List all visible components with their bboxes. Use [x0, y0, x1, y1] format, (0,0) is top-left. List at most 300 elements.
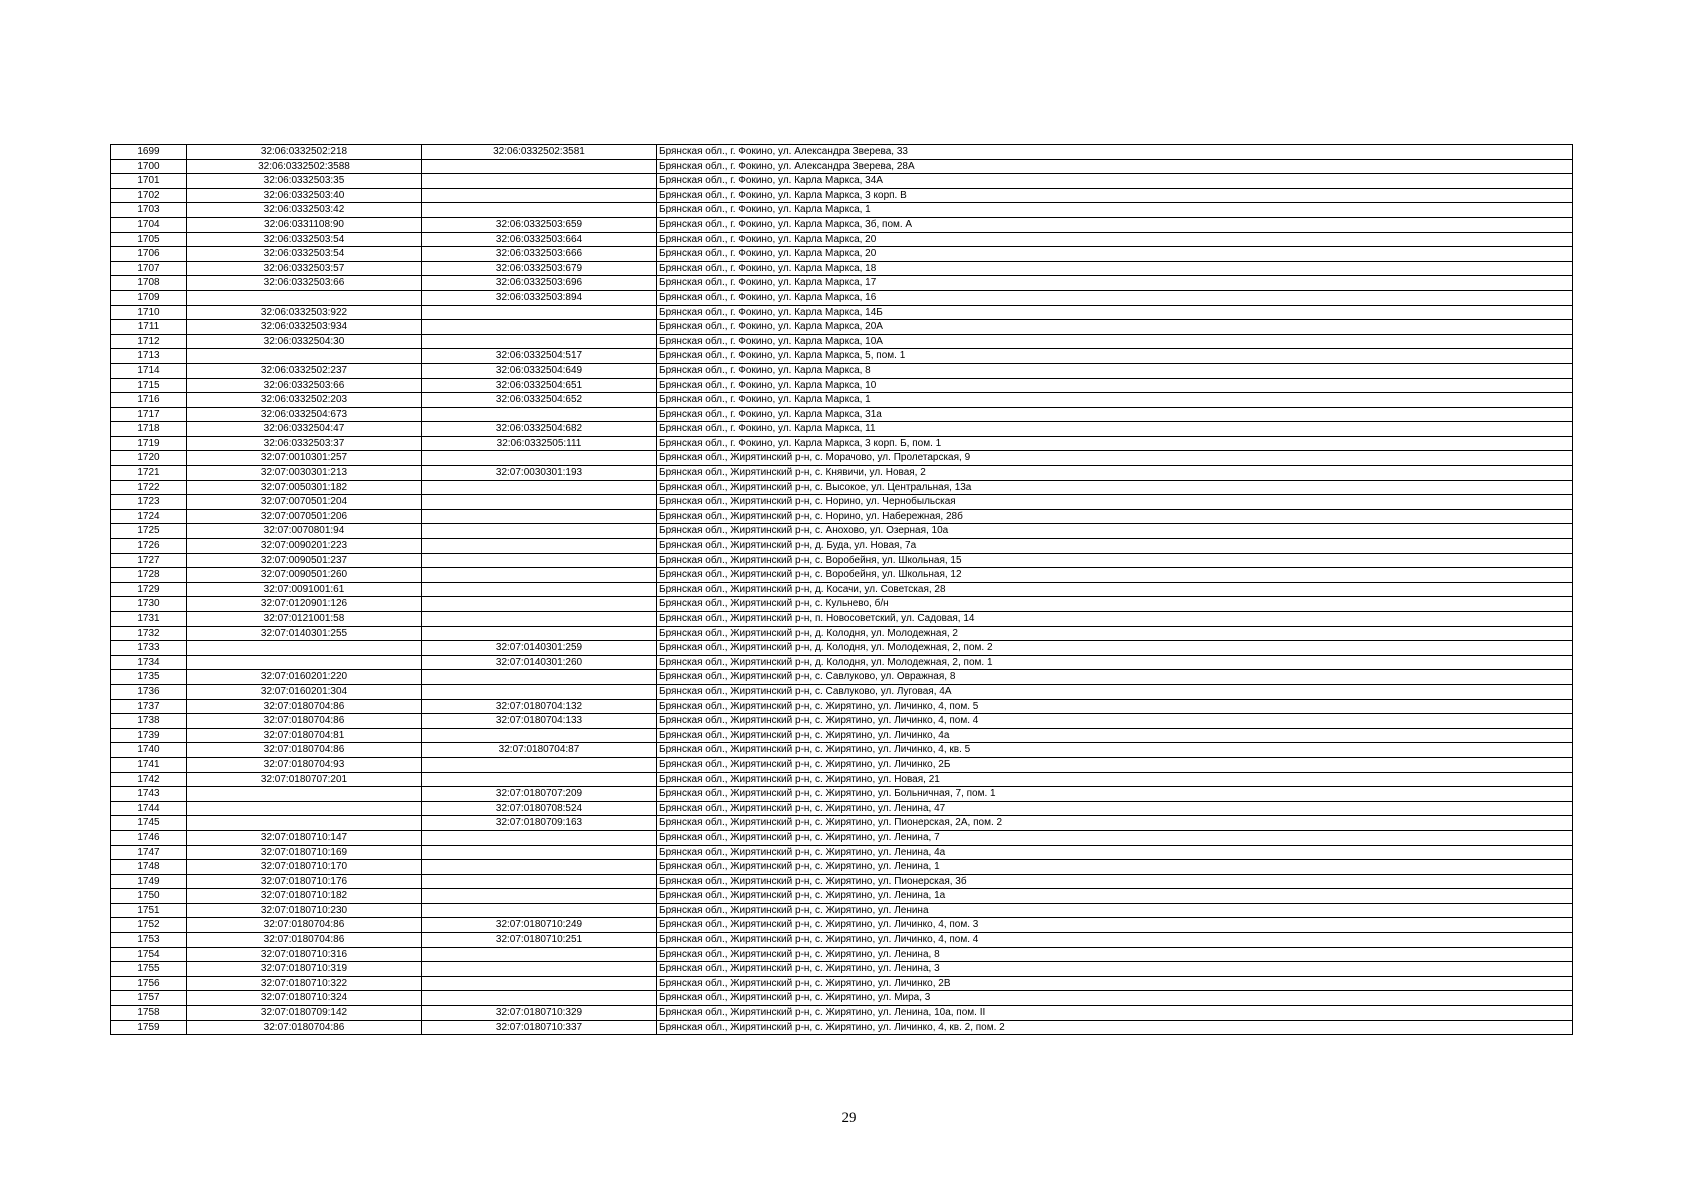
- row-number-cell: 1721: [111, 466, 187, 481]
- cadastral-number-cell: 32:06:0332502:3588: [187, 159, 422, 174]
- object-cadastral-number-cell: [422, 174, 657, 189]
- cadastral-number-cell: 32:07:0180710:182: [187, 889, 422, 904]
- cadastral-number-cell: 32:06:0332503:37: [187, 436, 422, 451]
- table-row: [111, 305, 1573, 320]
- address-cell: Брянская обл., Жирятинский р-н, д. Колодня, ул. Молодежная, 2, пом. 1: [657, 655, 1573, 670]
- row-number-cell: 1699: [111, 145, 187, 160]
- row-number-cell: 1717: [111, 407, 187, 422]
- object-cadastral-number-cell: [422, 962, 657, 977]
- object-cadastral-number-cell: 32:07:0180710:329: [422, 1006, 657, 1021]
- address-cell: Брянская обл., Жирятинский р-н, с. Жирятино, ул. Ленина, 47: [657, 801, 1573, 816]
- object-cadastral-number-cell: [422, 757, 657, 772]
- object-cadastral-number-cell: [422, 203, 657, 218]
- row-number-cell: 1753: [111, 933, 187, 948]
- cadastral-number-cell: 32:07:0140301:255: [187, 626, 422, 641]
- table-row: [111, 962, 1573, 977]
- object-cadastral-number-cell: [422, 188, 657, 203]
- row-number-cell: 1701: [111, 174, 187, 189]
- address-cell: Брянская обл., Жирятинский р-н, д. Косачи, ул. Советская, 28: [657, 582, 1573, 597]
- row-number-cell: 1739: [111, 728, 187, 743]
- cadastral-number-cell: 32:06:0332503:66: [187, 378, 422, 393]
- table-row: [111, 991, 1573, 1006]
- address-cell: Брянская обл., г. Фокино, ул. Карла Маркса, 17: [657, 276, 1573, 291]
- object-cadastral-number-cell: [422, 480, 657, 495]
- cadastral-number-cell: 32:07:0070801:94: [187, 524, 422, 539]
- cadastral-number-cell: 32:07:0180704:86: [187, 933, 422, 948]
- cadastral-number-cell: 32:06:0332502:237: [187, 363, 422, 378]
- object-cadastral-number-cell: 32:06:0332502:3581: [422, 145, 657, 160]
- cadastral-number-cell: [187, 349, 422, 364]
- cadastral-number-cell: 32:07:0180707:201: [187, 772, 422, 787]
- object-cadastral-number-cell: 32:07:0180710:249: [422, 918, 657, 933]
- cadastral-number-cell: 32:07:0180709:142: [187, 1006, 422, 1021]
- address-cell: Брянская обл., г. Фокино, ул. Карла Маркса, 16: [657, 290, 1573, 305]
- cadastral-number-cell: [187, 787, 422, 802]
- table-row: [111, 174, 1573, 189]
- cadastral-number-cell: 32:07:0180710:324: [187, 991, 422, 1006]
- object-cadastral-number-cell: [422, 524, 657, 539]
- object-cadastral-number-cell: [422, 728, 657, 743]
- row-number-cell: 1707: [111, 261, 187, 276]
- address-cell: Брянская обл., Жирятинский р-н, с. Норино, ул. Набережная, 28б: [657, 509, 1573, 524]
- object-cadastral-number-cell: [422, 451, 657, 466]
- object-cadastral-number-cell: [422, 845, 657, 860]
- table-row: [111, 247, 1573, 262]
- cadastral-number-cell: 32:07:0180710:322: [187, 976, 422, 991]
- table-row: [111, 918, 1573, 933]
- table-row: [111, 1020, 1573, 1035]
- object-cadastral-number-cell: 32:07:0180710:251: [422, 933, 657, 948]
- object-cadastral-number-cell: [422, 568, 657, 583]
- table-row: [111, 655, 1573, 670]
- cadastral-number-cell: 32:07:0090501:237: [187, 553, 422, 568]
- row-number-cell: 1724: [111, 509, 187, 524]
- row-number-cell: 1732: [111, 626, 187, 641]
- object-cadastral-number-cell: [422, 991, 657, 1006]
- table-row: [111, 261, 1573, 276]
- cadastral-number-cell: 32:06:0332504:47: [187, 422, 422, 437]
- table-row: [111, 393, 1573, 408]
- table-row: [111, 933, 1573, 948]
- object-cadastral-number-cell: [422, 582, 657, 597]
- table-row: [111, 524, 1573, 539]
- row-number-cell: 1710: [111, 305, 187, 320]
- object-cadastral-number-cell: [422, 772, 657, 787]
- cadastral-number-cell: [187, 655, 422, 670]
- row-number-cell: 1738: [111, 714, 187, 729]
- row-number-cell: 1702: [111, 188, 187, 203]
- table-row: [111, 772, 1573, 787]
- cadastral-number-cell: 32:06:0332503:57: [187, 261, 422, 276]
- address-cell: Брянская обл., г. Фокино, ул. Карла Маркса, 20: [657, 247, 1573, 262]
- address-cell: Брянская обл., Жирятинский р-н, с. Норино, ул. Чернобыльская: [657, 495, 1573, 510]
- cadastral-number-cell: 32:07:0090201:223: [187, 539, 422, 554]
- address-cell: Брянская обл., Жирятинский р-н, с. Кульнево, б/н: [657, 597, 1573, 612]
- object-cadastral-number-cell: 32:06:0332503:894: [422, 290, 657, 305]
- object-cadastral-number-cell: 32:06:0332503:696: [422, 276, 657, 291]
- object-cadastral-number-cell: 32:07:0180704:133: [422, 714, 657, 729]
- object-cadastral-number-cell: [422, 830, 657, 845]
- address-cell: Брянская обл., г. Фокино, ул. Карла Маркса, 10: [657, 378, 1573, 393]
- table-row: [111, 889, 1573, 904]
- cadastral-number-cell: 32:06:0332503:934: [187, 320, 422, 335]
- address-cell: Брянская обл., г. Фокино, ул. Карла Маркса, 10А: [657, 334, 1573, 349]
- row-number-cell: 1750: [111, 889, 187, 904]
- address-cell: Брянская обл., Жирятинский р-н, с. Жирятино, ул. Ленина, 1а: [657, 889, 1573, 904]
- cadastral-number-cell: 32:07:0030301:213: [187, 466, 422, 481]
- row-number-cell: 1714: [111, 363, 187, 378]
- table-row: [111, 539, 1573, 554]
- address-cell: Брянская обл., Жирятинский р-н, с. Жирятино, ул. Личинко, 4, пом. 5: [657, 699, 1573, 714]
- table-row: [111, 422, 1573, 437]
- page-number: 29: [841, 1110, 857, 1126]
- cadastral-number-cell: 32:07:0180710:170: [187, 860, 422, 875]
- object-cadastral-number-cell: [422, 889, 657, 904]
- cadastral-number-cell: 32:07:0070501:206: [187, 509, 422, 524]
- address-cell: Брянская обл., г. Фокино, ул. Карла Маркса, 1: [657, 203, 1573, 218]
- object-cadastral-number-cell: 32:06:0332503:679: [422, 261, 657, 276]
- table-row: [111, 1006, 1573, 1021]
- address-cell: Брянская обл., Жирятинский р-н, с. Анохово, ул. Озерная, 10а: [657, 524, 1573, 539]
- object-cadastral-number-cell: 32:07:0180709:163: [422, 816, 657, 831]
- object-cadastral-number-cell: 32:06:0332505:111: [422, 436, 657, 451]
- table-row: [111, 553, 1573, 568]
- cadastral-number-cell: 32:07:0180710:169: [187, 845, 422, 860]
- row-number-cell: 1735: [111, 670, 187, 685]
- cadastral-number-cell: 32:07:0010301:257: [187, 451, 422, 466]
- table-row: [111, 349, 1573, 364]
- object-cadastral-number-cell: 32:07:0180710:337: [422, 1020, 657, 1035]
- table-row: [111, 903, 1573, 918]
- table-row: [111, 714, 1573, 729]
- row-number-cell: 1706: [111, 247, 187, 262]
- address-cell: Брянская обл., Жирятинский р-н, с. Жирятино, ул. Ленина: [657, 903, 1573, 918]
- table-row: [111, 947, 1573, 962]
- row-number-cell: 1740: [111, 743, 187, 758]
- table-row: [111, 670, 1573, 685]
- cadastral-number-cell: 32:07:0050301:182: [187, 480, 422, 495]
- cadastral-number-cell: 32:06:0332503:66: [187, 276, 422, 291]
- cadastral-number-cell: 32:07:0121001:58: [187, 612, 422, 627]
- row-number-cell: 1745: [111, 816, 187, 831]
- cadastral-number-cell: 32:06:0332503:40: [187, 188, 422, 203]
- row-number-cell: 1713: [111, 349, 187, 364]
- cadastral-number-cell: 32:06:0332504:30: [187, 334, 422, 349]
- address-cell: Брянская обл., Жирятинский р-н, с. Савлуково, ул. Луговая, 4А: [657, 684, 1573, 699]
- address-cell: Брянская обл., Жирятинский р-н, с. Жирятино, ул. Личинко, 4, пом. 4: [657, 714, 1573, 729]
- address-cell: Брянская обл., Жирятинский р-н, с. Жирятино, ул. Личинко, 4, кв. 2, пом. 2: [657, 1020, 1573, 1035]
- address-cell: Брянская обл., Жирятинский р-н, с. Жирятино, ул. Личинко, 4, пом. 4: [657, 933, 1573, 948]
- object-cadastral-number-cell: [422, 626, 657, 641]
- table-row: [111, 451, 1573, 466]
- cadastral-number-cell: 32:07:0180710:316: [187, 947, 422, 962]
- row-number-cell: 1754: [111, 947, 187, 962]
- address-cell: Брянская обл., Жирятинский р-н, с. Жирятино, ул. Мира, 3: [657, 991, 1573, 1006]
- table-row: [111, 976, 1573, 991]
- address-cell: Брянская обл., Жирятинский р-н, д. Буда, ул. Новая, 7а: [657, 539, 1573, 554]
- address-cell: Брянская обл., Жирятинский р-н, с. Жирятино, ул. Личинко, 4, пом. 3: [657, 918, 1573, 933]
- row-number-cell: 1756: [111, 976, 187, 991]
- object-cadastral-number-cell: 32:07:0180707:209: [422, 787, 657, 802]
- cadastral-number-cell: 32:07:0160201:220: [187, 670, 422, 685]
- row-number-cell: 1712: [111, 334, 187, 349]
- address-cell: Брянская обл., г. Фокино, ул. Карла Маркса, 20А: [657, 320, 1573, 335]
- address-cell: Брянская обл., Жирятинский р-н, с. Жирятино, ул. Новая, 21: [657, 772, 1573, 787]
- cadastral-number-cell: 32:07:0180710:230: [187, 903, 422, 918]
- address-cell: Брянская обл., г. Фокино, ул. Карла Маркса, 20: [657, 232, 1573, 247]
- cadastral-number-cell: 32:07:0180704:93: [187, 757, 422, 772]
- table-row: [111, 145, 1573, 160]
- table-row: [111, 363, 1573, 378]
- table-row: [111, 276, 1573, 291]
- object-cadastral-number-cell: 32:06:0332503:659: [422, 217, 657, 232]
- address-cell: Брянская обл., г. Фокино, ул. Карла Маркса, 18: [657, 261, 1573, 276]
- row-number-cell: 1700: [111, 159, 187, 174]
- object-cadastral-number-cell: 32:06:0332503:666: [422, 247, 657, 262]
- address-cell: Брянская обл., г. Фокино, ул. Карла Маркса, 3 корп. Б, пом. 1: [657, 436, 1573, 451]
- table-row: [111, 757, 1573, 772]
- address-cell: Брянская обл., Жирятинский р-н, с. Воробейня, ул. Школьная, 15: [657, 553, 1573, 568]
- address-cell: Брянская обл., Жирятинский р-н, с. Жирятино, ул. Ленина, 4а: [657, 845, 1573, 860]
- row-number-cell: 1733: [111, 641, 187, 656]
- object-cadastral-number-cell: [422, 597, 657, 612]
- address-cell: Брянская обл., г. Фокино, ул. Карла Маркса, 34А: [657, 174, 1573, 189]
- cadastral-number-cell: 32:07:0180704:86: [187, 1020, 422, 1035]
- cadastral-number-cell: 32:07:0180704:86: [187, 743, 422, 758]
- cadastral-number-cell: 32:06:0332502:203: [187, 393, 422, 408]
- cadastral-number-cell: 32:06:0332504:673: [187, 407, 422, 422]
- address-cell: Брянская обл., г. Фокино, ул. Карла Маркса, 5, пом. 1: [657, 349, 1573, 364]
- address-cell: Брянская обл., г. Фокино, ул. Карла Маркса, 1: [657, 393, 1573, 408]
- row-number-cell: 1744: [111, 801, 187, 816]
- object-cadastral-number-cell: 32:06:0332504:517: [422, 349, 657, 364]
- cadastral-number-cell: 32:06:0332503:35: [187, 174, 422, 189]
- table-row: [111, 159, 1573, 174]
- row-number-cell: 1755: [111, 962, 187, 977]
- address-cell: Брянская обл., г. Фокино, ул. Карла Маркса, 11: [657, 422, 1573, 437]
- table-row: [111, 320, 1573, 335]
- table-row: [111, 830, 1573, 845]
- object-cadastral-number-cell: [422, 612, 657, 627]
- table-body: [111, 145, 1573, 1035]
- row-number-cell: 1725: [111, 524, 187, 539]
- table-row: [111, 699, 1573, 714]
- address-cell: Брянская обл., Жирятинский р-н, с. Жирятино, ул. Ленина, 3: [657, 962, 1573, 977]
- cadastral-number-cell: 32:07:0120901:126: [187, 597, 422, 612]
- object-cadastral-number-cell: 32:07:0140301:259: [422, 641, 657, 656]
- object-cadastral-number-cell: [422, 334, 657, 349]
- row-number-cell: 1727: [111, 553, 187, 568]
- table-row: [111, 626, 1573, 641]
- table-row: [111, 480, 1573, 495]
- table-row: [111, 860, 1573, 875]
- table-row: [111, 290, 1573, 305]
- object-cadastral-number-cell: [422, 860, 657, 875]
- object-cadastral-number-cell: [422, 305, 657, 320]
- row-number-cell: 1722: [111, 480, 187, 495]
- row-number-cell: 1734: [111, 655, 187, 670]
- address-cell: Брянская обл., Жирятинский р-н, с. Жирятино, ул. Личинко, 2В: [657, 976, 1573, 991]
- cadastral-number-cell: [187, 801, 422, 816]
- row-number-cell: 1723: [111, 495, 187, 510]
- property-register-table: [110, 144, 1573, 1035]
- cadastral-number-cell: 32:07:0180704:86: [187, 714, 422, 729]
- object-cadastral-number-cell: 32:06:0332504:651: [422, 378, 657, 393]
- object-cadastral-number-cell: [422, 874, 657, 889]
- address-cell: Брянская обл., Жирятинский р-н, с. Княвичи, ул. Новая, 2: [657, 466, 1573, 481]
- address-cell: Брянская обл., г. Фокино, ул. Александра Зверева, 33: [657, 145, 1573, 160]
- address-cell: Брянская обл., Жирятинский р-н, д. Колодня, ул. Молодежная, 2: [657, 626, 1573, 641]
- cadastral-number-cell: 32:07:0090501:260: [187, 568, 422, 583]
- address-cell: Брянская обл., г. Фокино, ул. Карла Маркса, 8: [657, 363, 1573, 378]
- address-cell: Брянская обл., г. Фокино, ул. Карла Маркса, 3б, пом. А: [657, 217, 1573, 232]
- cadastral-number-cell: 32:06:0332503:42: [187, 203, 422, 218]
- table-row: [111, 582, 1573, 597]
- object-cadastral-number-cell: 32:06:0332504:649: [422, 363, 657, 378]
- table-row: [111, 684, 1573, 699]
- row-number-cell: 1726: [111, 539, 187, 554]
- row-number-cell: 1708: [111, 276, 187, 291]
- cadastral-number-cell: [187, 641, 422, 656]
- object-cadastral-number-cell: [422, 903, 657, 918]
- row-number-cell: 1749: [111, 874, 187, 889]
- object-cadastral-number-cell: 32:06:0332504:652: [422, 393, 657, 408]
- table-row: [111, 203, 1573, 218]
- address-cell: Брянская обл., Жирятинский р-н, с. Высокое, ул. Центральная, 13а: [657, 480, 1573, 495]
- row-number-cell: 1718: [111, 422, 187, 437]
- address-cell: Брянская обл., Жирятинский р-н, с. Жирятино, ул. Ленина, 1: [657, 860, 1573, 875]
- address-cell: Брянская обл., г. Фокино, ул. Карла Маркса, 31а: [657, 407, 1573, 422]
- table-row: [111, 436, 1573, 451]
- row-number-cell: 1720: [111, 451, 187, 466]
- row-number-cell: 1716: [111, 393, 187, 408]
- row-number-cell: 1703: [111, 203, 187, 218]
- table-row: [111, 874, 1573, 889]
- row-number-cell: 1758: [111, 1006, 187, 1021]
- row-number-cell: 1752: [111, 918, 187, 933]
- object-cadastral-number-cell: 32:06:0332503:664: [422, 232, 657, 247]
- row-number-cell: 1743: [111, 787, 187, 802]
- address-cell: Брянская обл., Жирятинский р-н, с. Воробейня, ул. Школьная, 12: [657, 568, 1573, 583]
- cadastral-number-cell: 32:06:0332503:54: [187, 247, 422, 262]
- object-cadastral-number-cell: [422, 684, 657, 699]
- address-cell: Брянская обл., Жирятинский р-н, с. Жирятино, ул. Больничная, 7, пом. 1: [657, 787, 1573, 802]
- row-number-cell: 1719: [111, 436, 187, 451]
- table-row: [111, 188, 1573, 203]
- row-number-cell: 1704: [111, 217, 187, 232]
- cadastral-number-cell: 32:06:0332503:54: [187, 232, 422, 247]
- cadastral-number-cell: 32:07:0180710:319: [187, 962, 422, 977]
- cadastral-number-cell: 32:06:0332503:922: [187, 305, 422, 320]
- object-cadastral-number-cell: [422, 159, 657, 174]
- table-row: [111, 466, 1573, 481]
- object-cadastral-number-cell: [422, 976, 657, 991]
- row-number-cell: 1759: [111, 1020, 187, 1035]
- address-cell: Брянская обл., Жирятинский р-н, п. Новосоветский, ул. Садовая, 14: [657, 612, 1573, 627]
- object-cadastral-number-cell: [422, 553, 657, 568]
- address-cell: Брянская обл., г. Фокино, ул. Карла Маркса, 3 корп. В: [657, 188, 1573, 203]
- row-number-cell: 1757: [111, 991, 187, 1006]
- object-cadastral-number-cell: 32:07:0030301:193: [422, 466, 657, 481]
- row-number-cell: 1705: [111, 232, 187, 247]
- cadastral-number-cell: 32:06:0332502:218: [187, 145, 422, 160]
- row-number-cell: 1741: [111, 757, 187, 772]
- row-number-cell: 1737: [111, 699, 187, 714]
- cadastral-number-cell: 32:07:0160201:304: [187, 684, 422, 699]
- cadastral-number-cell: 32:07:0180704:86: [187, 699, 422, 714]
- object-cadastral-number-cell: [422, 670, 657, 685]
- table-row: [111, 509, 1573, 524]
- address-cell: Брянская обл., Жирятинский р-н, с. Жирятино, ул. Пионерская, 2А, пом. 2: [657, 816, 1573, 831]
- row-number-cell: 1709: [111, 290, 187, 305]
- table-row: [111, 728, 1573, 743]
- cadastral-number-cell: 32:07:0180710:176: [187, 874, 422, 889]
- address-cell: Брянская обл., Жирятинский р-н, с. Жирятино, ул. Личинко, 4а: [657, 728, 1573, 743]
- cadastral-number-cell: 32:07:0180704:81: [187, 728, 422, 743]
- table-row: [111, 845, 1573, 860]
- cadastral-number-cell: [187, 290, 422, 305]
- address-cell: Брянская обл., г. Фокино, ул. Александра Зверева, 28А: [657, 159, 1573, 174]
- table-row: [111, 334, 1573, 349]
- object-cadastral-number-cell: 32:07:0180704:132: [422, 699, 657, 714]
- address-cell: Брянская обл., Жирятинский р-н, с. Жирятино, ул. Пионерская, 3б: [657, 874, 1573, 889]
- table-row: [111, 597, 1573, 612]
- table-row: [111, 801, 1573, 816]
- row-number-cell: 1742: [111, 772, 187, 787]
- cadastral-number-cell: 32:07:0180704:86: [187, 918, 422, 933]
- table-row: [111, 232, 1573, 247]
- object-cadastral-number-cell: 32:06:0332504:682: [422, 422, 657, 437]
- table-row: [111, 217, 1573, 232]
- cadastral-number-cell: 32:07:0070501:204: [187, 495, 422, 510]
- table-row: [111, 612, 1573, 627]
- cadastral-number-cell: [187, 816, 422, 831]
- table-row: [111, 407, 1573, 422]
- address-cell: Брянская обл., Жирятинский р-н, с. Савлуково, ул. Овражная, 8: [657, 670, 1573, 685]
- object-cadastral-number-cell: [422, 495, 657, 510]
- row-number-cell: 1731: [111, 612, 187, 627]
- address-cell: Брянская обл., г. Фокино, ул. Карла Маркса, 14Б: [657, 305, 1573, 320]
- object-cadastral-number-cell: [422, 509, 657, 524]
- address-cell: Брянская обл., Жирятинский р-н, с. Жирятино, ул. Ленина, 10а, пом. II: [657, 1006, 1573, 1021]
- object-cadastral-number-cell: [422, 320, 657, 335]
- cadastral-number-cell: 32:07:0180710:147: [187, 830, 422, 845]
- object-cadastral-number-cell: [422, 539, 657, 554]
- row-number-cell: 1748: [111, 860, 187, 875]
- table-row: [111, 378, 1573, 393]
- table-row: [111, 495, 1573, 510]
- row-number-cell: 1711: [111, 320, 187, 335]
- address-cell: Брянская обл., Жирятинский р-н, д. Колодня, ул. Молодежная, 2, пом. 2: [657, 641, 1573, 656]
- table-row: [111, 787, 1573, 802]
- address-cell: Брянская обл., Жирятинский р-н, с. Жирятино, ул. Ленина, 8: [657, 947, 1573, 962]
- table-row: [111, 641, 1573, 656]
- row-number-cell: 1736: [111, 684, 187, 699]
- object-cadastral-number-cell: [422, 407, 657, 422]
- table-row: [111, 743, 1573, 758]
- address-cell: Брянская обл., Жирятинский р-н, с. Жирятино, ул. Личинко, 4, кв. 5: [657, 743, 1573, 758]
- row-number-cell: 1730: [111, 597, 187, 612]
- object-cadastral-number-cell: 32:07:0180704:87: [422, 743, 657, 758]
- table-row: [111, 568, 1573, 583]
- object-cadastral-number-cell: 32:07:0140301:260: [422, 655, 657, 670]
- object-cadastral-number-cell: [422, 947, 657, 962]
- address-cell: Брянская обл., Жирятинский р-н, с. Жирятино, ул. Личинко, 2Б: [657, 757, 1573, 772]
- row-number-cell: 1747: [111, 845, 187, 860]
- object-cadastral-number-cell: 32:07:0180708:524: [422, 801, 657, 816]
- address-cell: Брянская обл., Жирятинский р-н, с. Морачово, ул. Пролетарская, 9: [657, 451, 1573, 466]
- row-number-cell: 1729: [111, 582, 187, 597]
